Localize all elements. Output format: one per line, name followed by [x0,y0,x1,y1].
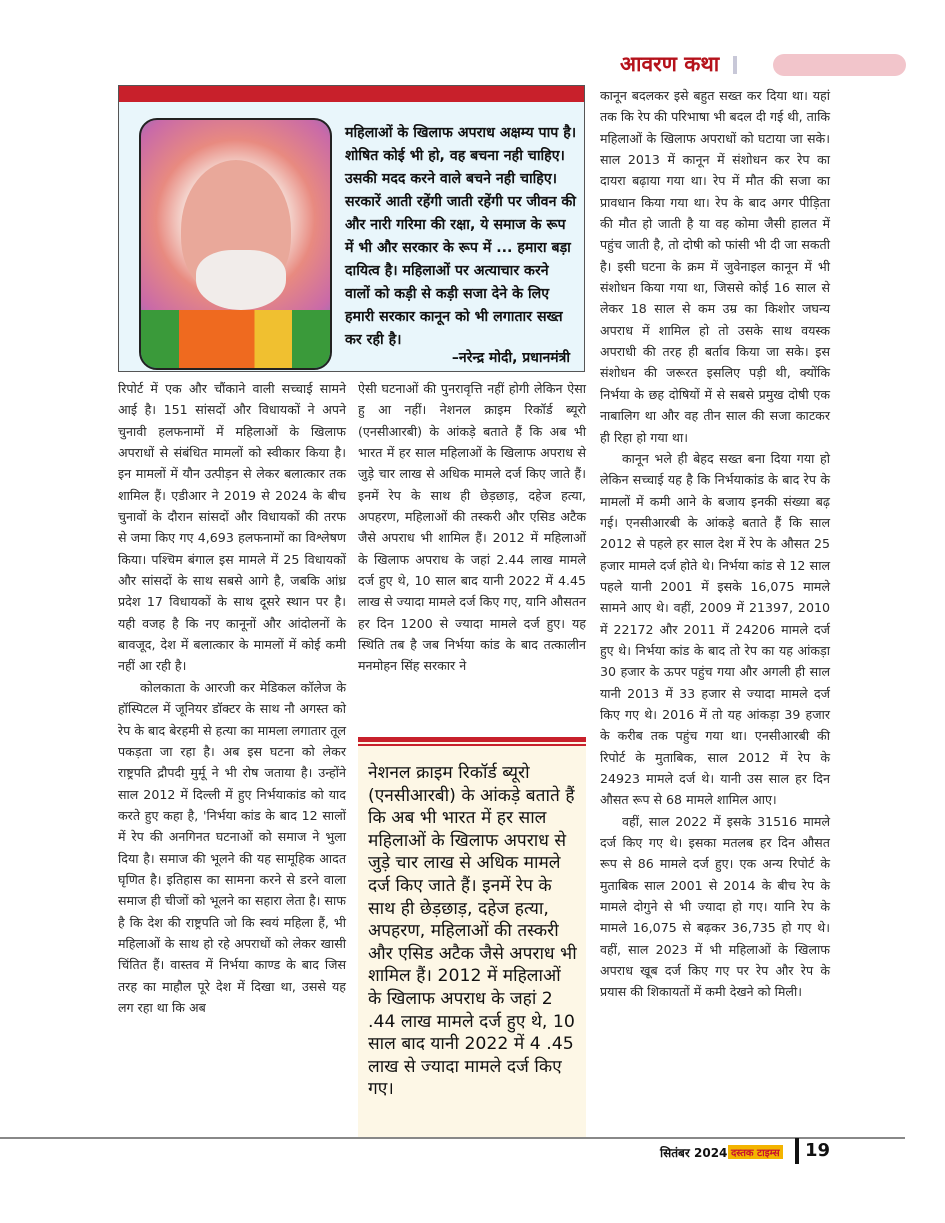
paragraph: रिपोर्ट में एक और चौंकाने वाली सच्चाई सामने आई है। 151 सांसदों और विधायकों ने अपने चुनावी हलफनामों में महिलाओं के खिलाफ अपराधों से संबंधित मामलों को स्वीकार किया है। इन मामलों में यौन उत्पीड़न से लेकर बलात्कार तक शामिल हैं। एडीआर ने 2019 से 2024 के बीच चुनावों के दौरान सांसदों और विधायकों की तरफ से जमा किए गए 4,693 हलफनामों का विश्लेषण किया। पश्चिम बंगाल इस मामले में 25 विधायकों और सांसदों के साथ सबसे आगे है, जबकि आंध्र प्रदेश 17 विधायकों के साथ दूसरे स्थान पर है। यही वजह है कि नए कानूनों और आंदोलनों के बावजूद, देश में बलात्कार के मामलों में कोई कमी नहीं आ रही है। [118,381,346,674]
quote-box [118,85,585,372]
paragraph: ऐसी घटनाओं की पुनरावृत्ति नहीं होगी लेकिन ऐसा हु आ नहीं। नेशनल क्राइम रिकॉर्ड ब्यूरो (एनसीआरबी) के आंकड़े बताते हैं कि अब भी भारत में हर साल महिलाओं के खिलाफ अपराध से जुड़े चार लाख से अधिक मामले दर्ज किए जाते हैं। इनमें रेप के साथ ही छेड़छाड़, दहेज हत्या, अपहरण, महिलाओं की तस्करी और एसिड अटैक जैसे अपराध भी शामिल हैं। 2012 में महिलाओं के खिलाफ अपराध के जहां 2.44 लाख मामले दर्ज हुए थे, 10 साल बाद यानी 2022 में 4.45 लाख से ज्यादा मामले दर्ज किए गए, यानि औसतन हर दिन 1200 से ज्यादा मामले दर्ज हुए। यह स्थिति तब है जब निर्भया कांड के बाद तत्कालीन मनमोहन सिंह सरकार ने [358,381,586,674]
portrait-photo [139,118,332,370]
section-title: आवरण कथा [620,52,720,76]
footer-date: सितंबर 2024 [660,1146,728,1160]
callout-rule [358,737,586,742]
pull-quote-callout [358,737,586,1137]
header-decoration-pill [773,54,906,76]
magazine-logo: दस्तक टाइम्स [728,1145,783,1159]
paragraph: कानून भले ही बेहद सख्त बना दिया गया हो लेकिन सच्चाई यह है कि निर्भयाकांड के बाद रेप के मामलों में कमी आने के बजाय इनकी संख्या बढ़ गई। एनसीआरबी के आंकड़े बताते हैं कि साल 2012 से पहले हर साल देश में रेप के औसत 25 हजार मामले दर्ज होते थे। निर्भया कांड से 12 साल पहले यानी 2001 में इसके 16,075 मामले सामने आए थे। वहीं, 2009 में 21397, 2010 में 22172 और 2011 में 24206 मामले दर्ज हुए थे। निर्भया कांड के बाद तो रेप का यह आंकड़ा 30 हजार के ऊपर पहुंच गया और अगली ही साल यानी 2013 में 33 हजार से ज्यादा मामले दर्ज किए गए थे। 2016 में तो यह आंकड़ा 39 हजार के करीब तक पहुंच गया था। एनसीआरबी की रिपोर्ट के मुताबिक, साल 2012 में रेप के 24923 मामले दर्ज थे। यानी उस साल हर दिन औसत रूप से 68 मामले शामिल आए। [600,450,830,808]
footer-rule [0,1137,905,1139]
paragraph: वहीं, साल 2022 में इसके 31516 मामले दर्ज किए गए थे। इसका मतलब हर दिन औसत रूप से 86 मामले दर्ज हुए। एक अन्य रिपोर्ट के मुताबिक साल 2001 से 2014 के बीच रेप के मामले दोगुने से भी ज्यादा हो गए। यानि रेप के मामले 16,075 से बढ़कर 36,735 हो गए थे। वहीं, साल 2023 में भी महिलाओं के खिलाफ अपराध खूब दर्ज किए गए पर रेप और रेप के प्रयास की शिकायतों में कमी देखने को मिली। [600,813,830,1000]
quote-text: महिलाओं के खिलाफ अपराध अक्षम्य पाप है। शोषित कोई भी हो, वह बचना नही चाहिए। उसकी मदद करने वाले बचने नही चाहिए। सरकारें आती रहेंगी जाती रहेंगी पर जीवन की और नारी गरिमा की रक्षा, ये समाज के रूप में भी और सरकार के रूप में ... हमारा बड़ा दायित्व है। महिलाओं पर अत्याचार करने वालों को कड़ी से कड़ी सजा देने के लिए हमारी सरकार कानून को भी लगातार सख्त कर रही है। [345,125,577,348]
paragraph: कोलकाता के आरजी कर मेडिकल कॉलेज के हॉस्पिटल में जूनियर डॉक्टर के साथ नौ अगस्त को रेप के बाद बेरहमी से हत्या का मामला लगातार तूल पकड़ता जा रहा है। अब इस घटना को लेकर राष्ट्रपति द्रौपदी मुर्मू ने भी रोष जताया है। उन्होंने साल 2012 में दिल्ली में हुए निर्भयाकांड को याद करते हुए कहा है, 'निर्भया कांड के बाद 12 सालों में रेप की अनगिनत घटनाओं को समाज ने भुला दिया है। समाज की भूलने की यह सामूहिक आदत घृणित है। इतिहास का सामना करने से डरने वाला समाज ही चीजों को भूलने का सहारा लेता है। साफ है कि देश की राष्ट्रपति जो कि स्वयं महिला हैं, भी महिलाओं के साथ हो रहे अपराधों को लेकर खासी चिंतित हैं। वास्तव में निर्भया काण्ड के बाद जिस तरह का माहौल पूरे देश में दिखा था, उससे यह लग रहा था कि अब [118,679,346,1015]
header-divider [733,56,737,74]
article-column-left [118,378,346,1018]
callout-text: नेशनल क्राइम रिकॉर्ड ब्यूरो (एनसीआरबी) के आंकड़े बताते हैं कि अब भी भारत में हर साल महिलाओं के खिलाफ अपराध से जुड़े चार लाख से अधिक मामले दर्ज किए जाते हैं। इनमें रेप के साथ ही छेड़छाड़, दहेज हत्या, अपहरण, महिलाओं की तस्करी और एसिड अटैक जैसे अपराध भी शामिल हैं। 2012 में महिलाओं के खिलाफ अपराध के जहां 2 .44 लाख मामले दर्ज हुए थे, 10 साल बाद यानी 2022 में 4 .45 लाख से ज्यादा मामले दर्ज किए गए। [368,763,577,1100]
paragraph: कानून बदलकर इसे बहुत सख्त कर दिया था। यहां तक कि रेप की परिभाषा भी बदल दी गई थी, ताकि महिलाओं के खिलाफ अपराधों को घटाया जा सके। साल 2013 में कानून में संशोधन कर रेप का दायरा बढ़ाया गया था। रेप में मौत की सजा का प्रावधान किया गया था। रेप के बाद अगर पीड़िता की मौत हो जाती है या वह कोमा जैसी हालत में पहुंच जाती है, तो दोषी को फांसी भी दी जा सकती है। इसी घटना के क्रम में जुवेनाइल कानून में भी संशोधन किया गया था, जिससे कोई 16 साल से लेकर 18 साल से कम उम्र का किशोर जघन्य अपराध में शामिल हो तो उसके साथ वयस्क अपराधी की तरह ही बर्ताव किया जा सके। इस संशोधन की जरूरत इसलिए पड़ी थी, क्योंकि निर्भया के छह दोषियों में से सबसे प्रमुख दोषी एक नाबालिग था और वह तीन साल की सजा काटकर ही रिहा हो गया था। [600,88,830,445]
article-column-middle [358,378,586,677]
page-number: 19 [805,1140,831,1161]
quote-box-red-bar [119,86,584,102]
article-column-right [600,85,830,1003]
footer-divider [795,1138,799,1164]
quote-author: –नरेन्द्र मोदी, प्रधानमंत्री [451,350,570,366]
